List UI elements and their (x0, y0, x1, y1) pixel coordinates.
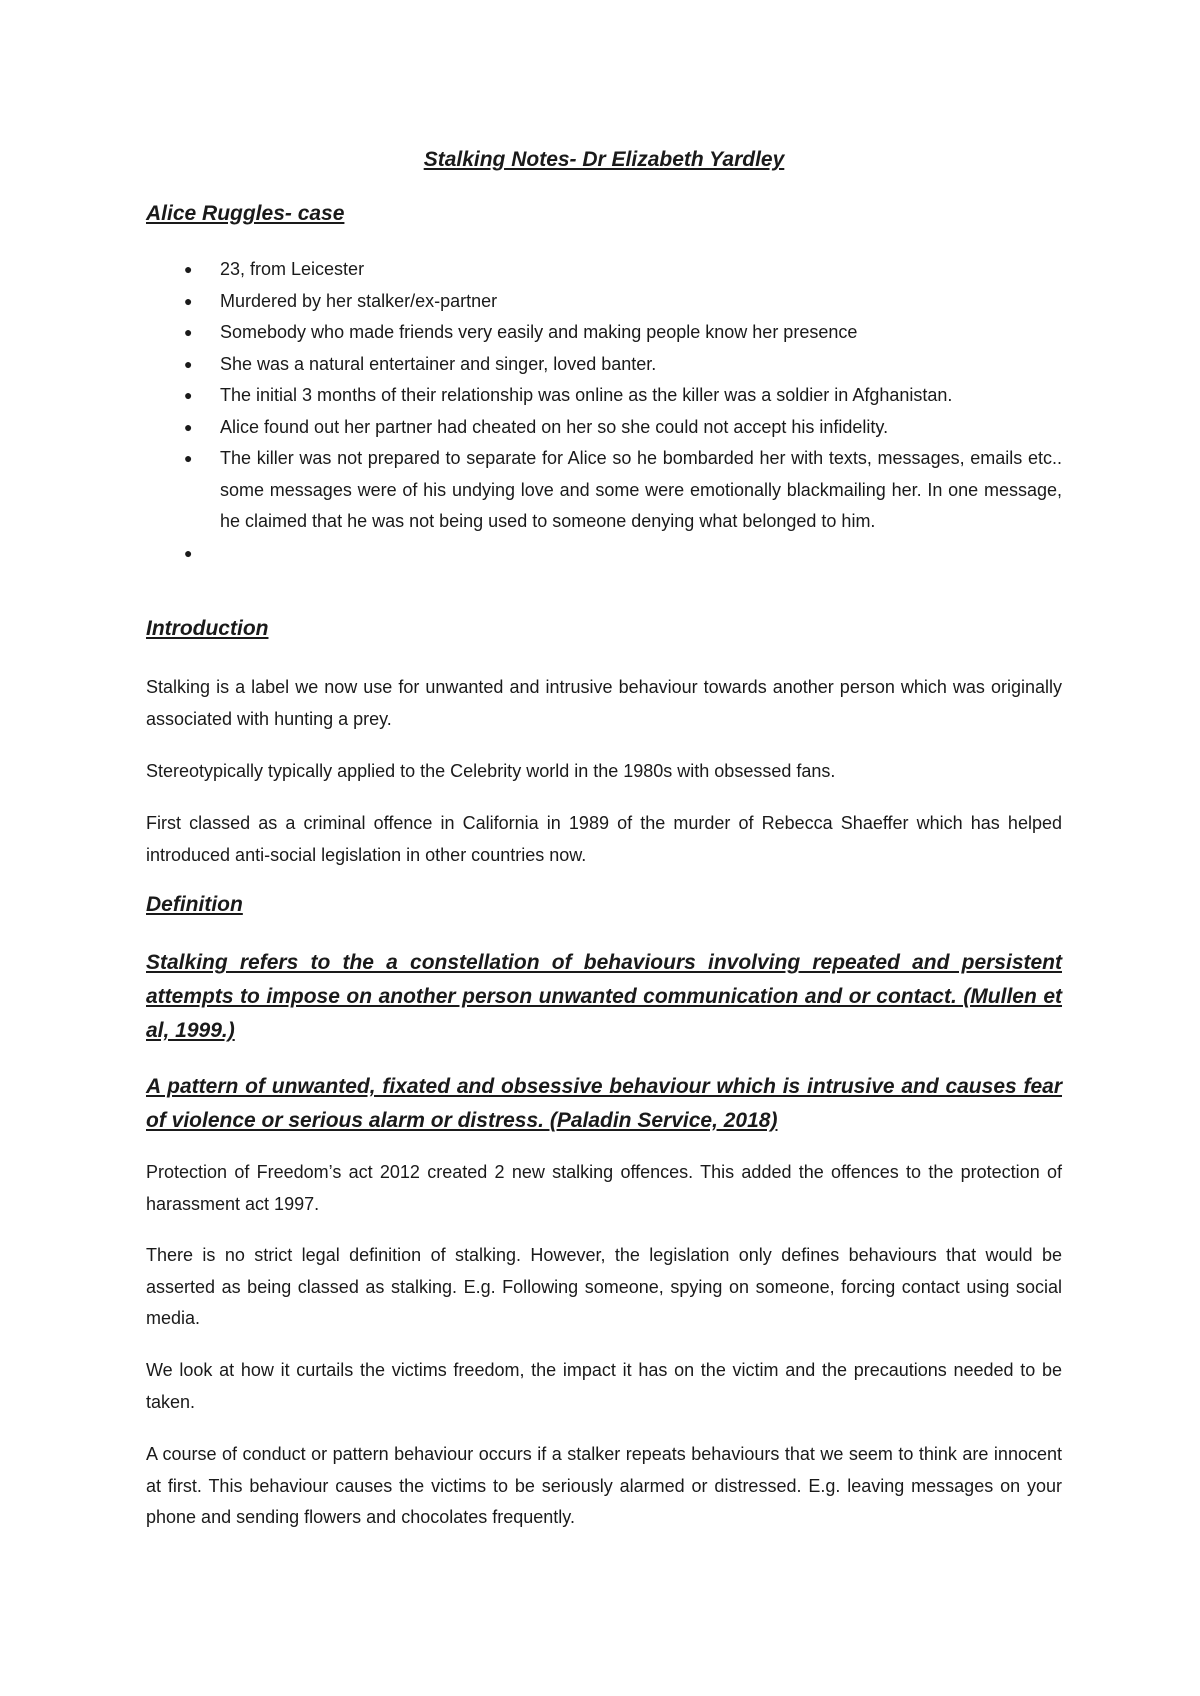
introduction-paragraph: First classed as a criminal offence in California in 1989 of the murder of Rebecca Shaeffer which has helped introduced anti-social legislation in other countries now. (146, 813, 1062, 865)
case-bullet-list (146, 254, 1062, 569)
bullet-icon: ● (184, 387, 193, 403)
list-item: ● The killer was not prepared to separate for Alice so he bombarded her with texts, messages, emails etc.. some messages were of his undying love and some were emotionally blackmailing her. In one message, he claimed that he was not being used to someone denying what belonged to him. (146, 443, 1062, 538)
list-item: ● She was a natural entertainer and singer, loved banter. (146, 349, 1062, 381)
list-item: ● Murdered by her stalker/ex-partner (146, 286, 1062, 318)
list-item (146, 538, 1062, 570)
bullet-icon: ● (184, 418, 193, 435)
definition-paragraph: There is no strict legal definition of stalking. However, the legislation only defines behaviours that would be asserted as being classed as stalking. E.g. Following someone, spying on someone, forcing contact using social media. (146, 1245, 1062, 1328)
document-title: Stalking Notes- Dr Elizabeth Yardley (423, 148, 785, 171)
bullet-icon: ● (184, 292, 193, 309)
bullet-icon: ● (184, 355, 193, 372)
definition-quote: A pattern of unwanted, fixated and obsessive behaviour which is intrusive and causes fear of violence or serious alarm or distress. (Paladin Service, 2018) (146, 1075, 1062, 1132)
bullet-icon: ● (184, 544, 193, 561)
case-heading: Alice Ruggles- case (146, 202, 345, 225)
definition-paragraph: Protection of Freedom’s act 2012 created 2 new stalking offences. This added the offences to the protection of harassment act 1997. (146, 1162, 1062, 1214)
definition-quote: Stalking refers to the a constellation of behaviours involving repeated and persistent attempts to impose on another person unwanted communication and or contact. (Mullen et al, 1999.) (146, 951, 1062, 1042)
list-item: ● Somebody who made friends very easily and making people know her presence (146, 317, 1062, 349)
list-item: ● 23, from Leicester (146, 254, 1062, 286)
document-page (146, 0, 1062, 1696)
introduction-paragraph: Stereotypically typically applied to the Celebrity world in the 1980s with obsessed fans. (146, 761, 836, 781)
bullet-icon: ● (184, 324, 193, 340)
introduction-heading: Introduction (146, 617, 269, 640)
definition-heading: Definition (146, 893, 243, 916)
bullet-icon: ● (184, 450, 193, 466)
definition-paragraph: We look at how it curtails the victims freedom, the impact it has on the victim and the precautions needed to be taken. (146, 1360, 1062, 1412)
definition-paragraph: A course of conduct or pattern behaviour occurs if a stalker repeats behaviours that we seem to think are innocent at first. This behaviour causes the victims to be seriously alarmed or distressed. E.g. leaving messages on your phone and sending flowers and chocolates frequently. (146, 1444, 1062, 1527)
list-item: ● Alice found out her partner had cheated on her so she could not accept his infidelity. (146, 412, 1062, 444)
list-item: ● The initial 3 months of their relationship was online as the killer was a soldier in Afghanistan. (146, 380, 1062, 412)
bullet-icon: ● (184, 261, 193, 277)
introduction-paragraph: Stalking is a label we now use for unwanted and intrusive behaviour towards another person which was originally associated with hunting a prey. (146, 677, 1062, 729)
